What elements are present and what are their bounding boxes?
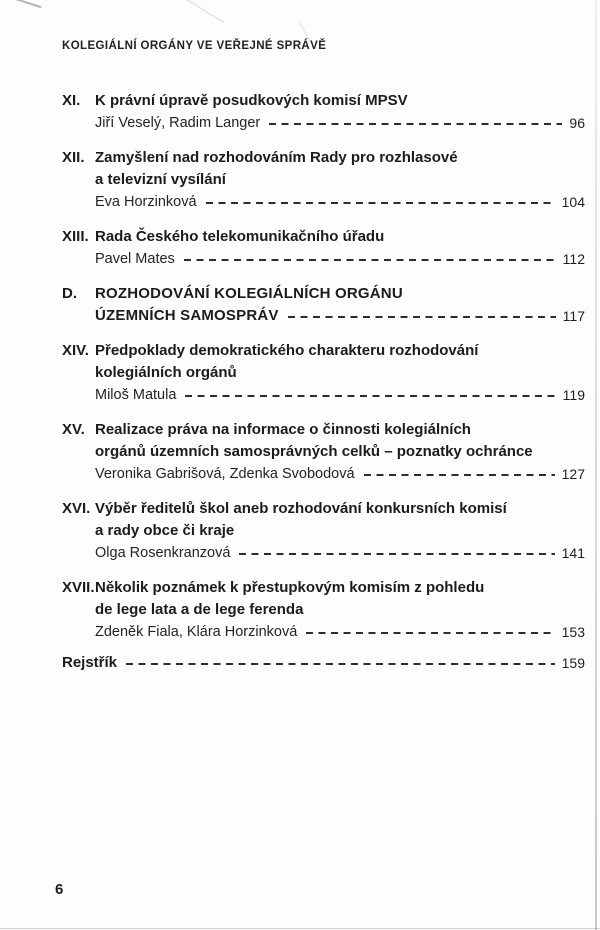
- entry-title: Realizace práva na informace o činnosti kolegiálních: [95, 421, 471, 438]
- scan-edge-artifact: [595, 0, 597, 930]
- entry-numeral: XIV.: [62, 342, 89, 359]
- toc-entry-xvi: [62, 498, 585, 564]
- section-page-number: 117: [562, 308, 585, 324]
- entry-title-line2: kolegiálních orgánů: [95, 364, 237, 381]
- entry-title: Rada Českého telekomunikačního úřadu: [95, 228, 385, 245]
- entry-page-number: 104: [561, 194, 585, 210]
- section-title: ROZHODOVÁNÍ KOLEGIÁLNÍCH ORGÁNU: [95, 285, 403, 302]
- entry-title-line2: de lege lata a de lege ferenda: [95, 601, 304, 618]
- dotted-leader: [126, 663, 555, 665]
- entry-title: K právní úpravě posudkových komisí MPSV: [95, 92, 408, 109]
- entry-title: Několik poznámek k přestupkovým komisím z pohledu: [95, 579, 485, 596]
- toc-entry-xiv: [62, 340, 585, 406]
- scan-artifact: [172, 0, 223, 23]
- index-page-number: 159: [561, 655, 585, 671]
- entry-page-number: 119: [562, 387, 585, 403]
- entry-title: Předpoklady demokratického charakteru rozhodování: [95, 342, 479, 359]
- entry-title: Výběr ředitelů škol aneb rozhodování konkursních komisí: [95, 500, 507, 517]
- toc-entry-xiii: [62, 226, 585, 270]
- entry-title: Zamyšlení nad rozhodováním Rady pro rozhlasové: [95, 149, 458, 166]
- entry-authors: Veronika Gabrišová, Zdenka Svobodová: [95, 466, 355, 482]
- entry-page-number: 153: [561, 624, 585, 640]
- toc-index-entry: [62, 652, 585, 674]
- entry-page-number: 112: [562, 251, 585, 267]
- index-label: Rejstřík: [62, 654, 118, 671]
- entry-title-line2: orgánů územních samosprávných celků – poznatky ochránce: [95, 443, 533, 460]
- dotted-leader: [206, 202, 555, 204]
- dotted-leader: [239, 553, 554, 555]
- entry-authors: Olga Rosenkranzová: [95, 545, 231, 561]
- scan-edge-artifact: [0, 928, 600, 929]
- dotted-leader: [269, 123, 562, 125]
- dotted-leader: [185, 395, 555, 397]
- entry-page-number: 141: [561, 545, 585, 561]
- entry-title-line2: a televizní vysílání: [95, 171, 226, 188]
- entry-authors: Miloš Matula: [95, 387, 177, 403]
- dotted-leader: [184, 259, 556, 261]
- dotted-leader: [364, 474, 555, 476]
- folio-page-number: 6: [55, 881, 64, 898]
- entry-numeral: XVII.: [62, 579, 95, 596]
- entry-numeral: XVI.: [62, 500, 91, 517]
- entry-title-line2: a rady obce či kraje: [95, 522, 235, 539]
- entry-page-number: 96: [569, 115, 585, 131]
- entry-numeral: XV.: [62, 421, 85, 438]
- toc-section-d: [62, 283, 585, 327]
- table-of-contents: [62, 90, 585, 674]
- entry-authors: Pavel Mates: [95, 251, 175, 267]
- toc-entry-xvii: [62, 577, 585, 643]
- toc-entry-xi: [62, 90, 585, 134]
- section-title-line2: ÚZEMNÍCH SAMOSPRÁV: [95, 307, 279, 324]
- entry-authors: Eva Horzinková: [95, 194, 197, 210]
- scan-artifact: [9, 0, 42, 8]
- dotted-leader: [306, 632, 554, 634]
- dotted-leader: [288, 316, 556, 318]
- section-letter: D.: [62, 285, 77, 302]
- entry-numeral: XIII.: [62, 228, 89, 245]
- entry-authors: Jiří Veselý, Radim Langer: [95, 115, 261, 131]
- running-header: KOLEGIÁLNÍ ORGÁNY VE VEŘEJNÉ SPRÁVĚ: [62, 40, 327, 52]
- entry-page-number: 127: [561, 466, 585, 482]
- toc-entry-xii: [62, 147, 585, 213]
- entry-numeral: XII.: [62, 149, 85, 166]
- toc-entry-xv: [62, 419, 585, 485]
- entry-numeral: XI.: [62, 92, 81, 109]
- entry-authors: Zdeněk Fiala, Klára Horzinková: [95, 624, 298, 640]
